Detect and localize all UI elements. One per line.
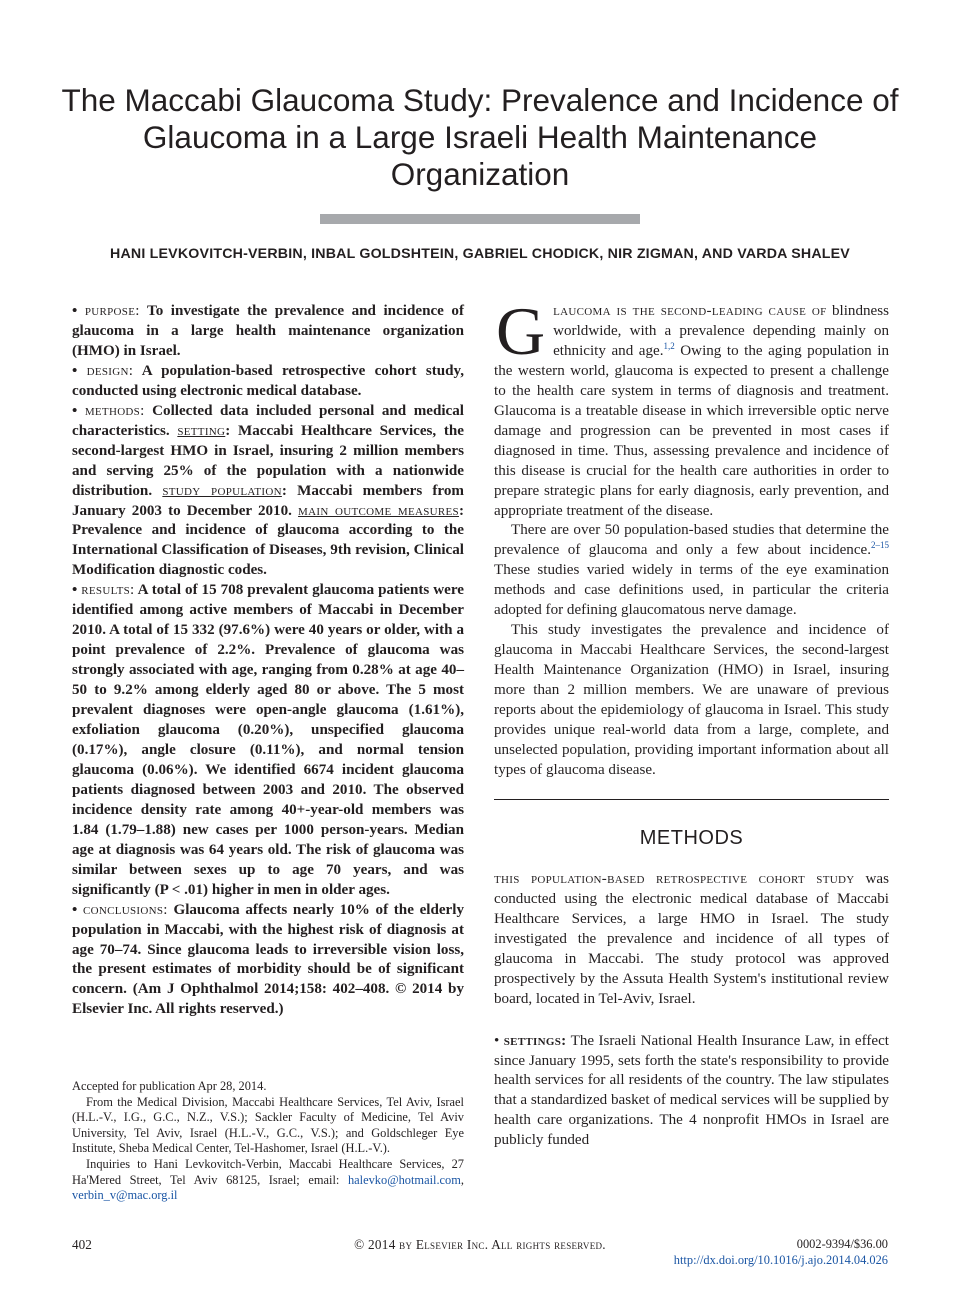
abstract-purpose: • purpose: To investigate the prevalence and incidence of glaucoma in a large health maintenance organization (HMO) in Israel. [72, 303, 464, 359]
reference-link-2[interactable]: 2–15 [871, 540, 889, 551]
settings-text: The Israeli National Health Insurance Law, in effect since January 1995, sets forth the state's responsibility to provide health services for all residents of the country. The law stipulates that a standardized basket of medical services will be supplied by health care organizations. The 4 nonprofit HMOs in Israel are publicly funded [494, 1032, 889, 1149]
inquiries-text: Inquiries to Hani Levkovitch-Verbin, Maccabi Healthcare Services, 27 Ha'Mered Street, Tel Aviv 68125, Israel; email: [72, 1156, 464, 1187]
methods-heading: METHODS [639, 826, 744, 849]
outcome-label: main outcome measures [298, 502, 459, 519]
intro-text-1: blindness worldwide, with a prevalence depending mainly on ethnicity and age. [553, 303, 890, 359]
settings-paragraph: • settings: The Israeli National Health Insurance Law, in effect since January 1995, sets forth the state's responsibility to provide health services for all residents of the country. The law stipulates that a standardized basket of medical services will be supplied by health care organizations. The 4 nonprofit HMOs in Israel are publicly funded [494, 1032, 889, 1149]
affiliations: From the Medical Division, Maccabi Healthcare Services, Tel Aviv, Israel (H.L.-V., I.G., G.C., N.Z., V.S.); Sackler Faculty of Medicine, Tel Aviv University, Tel Aviv, Israel (H.L.-V., G.C., V.S.); and Goldschleger Eye Institute, Sheba Medical Center, Tel-Hashomer, Israel (H.L.-V.). [72, 1094, 464, 1156]
article-title: The Maccabi Glaucoma Study: Prevalence and Incidence of Glaucoma in a Large Israeli Health Maintenance Organization [61, 82, 899, 192]
abstract [72, 302, 464, 1020]
methods-label: methods: [84, 402, 145, 419]
population-label: study population [162, 482, 282, 499]
issn-price: 0002-9394/$36.00 [796, 1237, 888, 1251]
setting-text: : Maccabi Healthcare Services, the second-largest HMO in Israel, insuring 2 million members and serving 25% of the population with a nationwide distribution. [72, 422, 465, 499]
abstract-results: • results: A total of 15 708 prevalent glaucoma patients were identified among active members of Maccabi in December 2010. A total of 15 332 (97.6%) were 40 years or older, with a point prevalence of 2.2%. Prevalence of glaucoma was strongly associated with age, ranging from 0.28% at age 40–50 to 9.2% among elderly aged 80 or above. The 5 most prevalent diagnoses were open-angle glaucoma (1.61%), exfoliation glaucoma (0.20%), unspecified glaucoma (0.17%), angle closure (0.11%), and normal tension glaucoma (0.06%). We identified 6674 incident glaucoma patients diagnosed between 2003 and 2010. The observed incidence density rate among 40+-year-old members was 1.84 (1.79–1.88) new cases per 1000 person-years. Median age at diagnosis was 64 years old. The risk of glaucoma was similar between sexes up to age 70 years, and was significantly (P < .01) higher in men in older ages. [72, 582, 464, 898]
author-list: HANI LEVKOVITCH-VERBIN, INBAL GOLDSHTEIN, GABRIEL CHODICK, NIR ZIGMAN, AND VARDA SHALEV [110, 246, 850, 262]
abstract-methods: • methods: Collected data included personal and medical characteristics. setting: Maccabi Healthcare Services, the second-largest HMO in Israel, insuring 2 million members and serving 25% of the population with a nationwide distribution. study population: Maccabi members from January 2003 to December 2010. main outcome measures: Prevalence and incidence of glaucoma according to the International Classification of Diseases, 9th revision, Clinical Modification diagnostic codes. [72, 402, 465, 579]
results-text: A total of 15 708 prevalent glaucoma patients were identified among active members of Maccabi in December 2010. A total of 15 332 (97.6%) were 40 years or older, with a point prevalence of 2.2%. Prevalence of glaucoma was strongly associated with age, ranging from 0.28% at age 40–50 to 9.2% among elderly aged 80 or above. The 5 most prevalent diagnoses were open-angle glaucoma (1.61%), exfoliation glaucoma (0.20%), unspecified glaucoma (0.17%), angle closure (0.11%), and normal tension glaucoma (0.06%). We identified 6674 incident glaucoma patients diagnosed between 2003 and 2010. The observed incidence density rate among 40+-year-old members was 1.84 (1.79–1.88) new cases per 1000 person-years. Median age at diagnosis was 64 years old. The risk of glaucoma was similar between sexes up to age 70 years, and was significantly (P < .01) higher in men in older ages. [72, 582, 464, 898]
correspondence: Inquiries to Hani Levkovitch-Verbin, Maccabi Healthcare Services, 27 Ha'Mered Street, Tel Aviv 68125, Israel; email: halevko@hotmail.com, verbin_v@mac.org.il [72, 1156, 464, 1203]
abstract-design: • design: A population-based retrospective cohort study, conducted using electronic medical database. [72, 362, 464, 399]
copyright-notice: © 2014 by Elsevier Inc. All rights reserved. [354, 1237, 606, 1252]
page-footer [72, 1237, 888, 1277]
para2-text-2: These studies varied widely in terms of the eye examination methods and case definitions used, in particular the criteria adopted for defining glaucomatous nerve damage. [494, 562, 889, 619]
abstract-conclusions: • conclusions: Glaucoma affects nearly 10% of the elderly population in Maccabi, with the highest risk of diagnosis at age 70–74. Since glaucoma leads to irreversible vision loss, the present estimates of morbidity should be of significant concern. (Am J Ophthalmol 2014;158: 402–408. © 2014 by Elsevier Inc. All rights reserved.) [72, 901, 465, 1018]
intro-paragraph-3: This study investigates the prevalence and incidence of glaucoma in Maccabi Healthcare Services, the second-largest Health Maintenance Organization (HMO) in Israel, insuring more than 2 million members. We are unaware of previous reports about the epidemiology of glaucoma in Israel. This study provides unique real-world data from a large, complete, and unselected population, providing important information about all types of glaucoma disease. [494, 622, 889, 778]
right-column [494, 293, 890, 1151]
accepted-date: Accepted for publication Apr 28, 2014. [72, 1079, 267, 1093]
section-rule [494, 799, 889, 800]
intro-paragraph-1 [494, 293, 890, 521]
purpose-label: purpose: [84, 303, 140, 319]
design-text: A population-based retrospective cohort study, conducted using electronic medical database. [72, 362, 464, 399]
intro-text-2: Owing to the aging population in the western world, glaucoma is expected to present a challenge to the health care system in terms of diagnosis and treatment. Glaucoma is a treatable disease in which irreversible optic nerve damage and progression can be prevented in most cases if diagnosed in time. Thus, assessing prevalence and incidence of this disease is crucial for the health care authorities in order to prepare strategic plans for early diagnosis, early prevention, and appropriate treatment of the disease. [494, 342, 889, 519]
para2-text-1: There are over 50 population-based studies that determine the prevalence of glaucoma and only a few about incidence. [494, 522, 889, 559]
left-column [72, 302, 464, 1020]
methods-body-text: was conducted using the electronic medical database of Maccabi Healthcare Services, a large HMO in Israel. The study investigated the prevalence and incidence of all types of glaucoma in Maccabi. The study protocol was approved prospectively by the Assuta Health System's institutional review board, located in Tel-Aviv, Israel. [494, 870, 889, 1007]
settings-label: settings: [503, 1032, 567, 1049]
methods-text: Collected data included personal and medical characteristics. [72, 402, 464, 439]
title-divider [320, 214, 640, 224]
email-link-1[interactable]: halevko@hotmail.com [347, 1172, 461, 1187]
email-link-2[interactable]: verbin_v@mac.org.il [72, 1188, 178, 1203]
journal-citation: (Am J Ophthalmol 2014;158: 402–408. © 2014 by Elsevier Inc. All rights reserved.) [72, 981, 464, 1018]
intro-paragraph-2 [494, 521, 889, 621]
doi-link[interactable]: http://dx.doi.org/10.1016/j.ajo.2014.04.026 [673, 1253, 888, 1267]
setting-label: setting [177, 422, 226, 439]
front-matter [72, 1079, 464, 1204]
conclusions-text: Glaucoma affects nearly 10% of the elderly population in Maccabi, with the highest risk of diagnosis at age 70–74. Since glaucoma leads to irreversible vision loss, the present estimates of morbidity should be of significant concern. [72, 901, 465, 998]
drop-cap: G [496, 293, 546, 369]
conclusions-label: conclusions: [82, 901, 168, 918]
page-number: 402 [72, 1237, 92, 1252]
population-text: : Maccabi members from January 2003 to December 2010. [72, 482, 464, 519]
intro-lead: laucoma is the second-leading cause of [553, 303, 827, 319]
design-label: design: [86, 362, 134, 379]
reference-link-1[interactable]: 1,2 [663, 340, 675, 351]
outcome-text: : Prevalence and incidence of glaucoma according to the International Classification of Diseases, 9th revision, Clinical Modification diagnostic codes. [72, 502, 464, 579]
purpose-text: To investigate the prevalence and incidence of glaucoma in a large health maintenance organization (HMO) in Israel. [72, 303, 464, 359]
results-label: results: [81, 582, 135, 599]
methods-lead: this population-based retrospective cohort study [494, 870, 855, 887]
methods-paragraph [494, 870, 889, 1010]
